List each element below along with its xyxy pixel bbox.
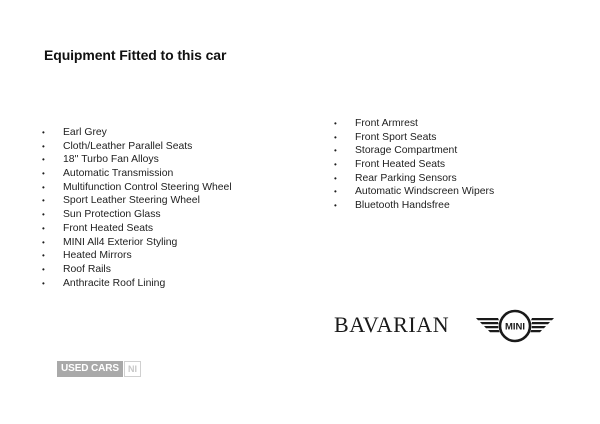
- equipment-item-label: MINI All4 Exterior Styling: [63, 236, 178, 248]
- bullet-icon: •: [334, 132, 337, 142]
- equipment-item: [334, 199, 494, 213]
- equipment-item-label: Bluetooth Handsfree: [355, 200, 450, 212]
- bullet-icon: •: [334, 119, 337, 128]
- equipment-item: [334, 117, 494, 131]
- bullet-icon: •: [334, 187, 337, 197]
- equipment-item-label: Front Heated Seats: [355, 159, 446, 171]
- equipment-item-label: Automatic Transmission: [63, 168, 174, 180]
- equipment-item: [42, 208, 232, 222]
- page-title: Equipment Fitted to this car: [44, 47, 227, 63]
- equipment-item: [334, 185, 494, 199]
- bullet-icon: •: [42, 169, 45, 179]
- bullet-icon: •: [42, 210, 45, 220]
- bullet-icon: •: [42, 155, 45, 165]
- equipment-item: [42, 277, 232, 291]
- badge-used-cars-label: USED CARS: [57, 361, 123, 377]
- equipment-item: [42, 236, 232, 250]
- equipment-item-label: Roof Rails: [63, 263, 111, 275]
- bullet-icon: •: [42, 251, 45, 261]
- equipment-item: [42, 140, 232, 154]
- equipment-item-label: Automatic Windscreen Wipers: [355, 186, 495, 198]
- bullet-icon: •: [42, 182, 45, 192]
- equipment-item-label: Sun Protection Glass: [63, 209, 161, 221]
- equipment-item-label: Storage Compartment: [355, 145, 458, 157]
- equipment-item: [42, 126, 232, 140]
- mini-wings-logo-icon: [476, 309, 554, 343]
- badge-region-label: NI: [124, 361, 141, 377]
- equipment-item: [334, 172, 494, 186]
- equipment-list-right: [334, 117, 494, 213]
- equipment-item: [42, 153, 232, 167]
- equipment-item: [42, 167, 232, 181]
- equipment-item: [334, 131, 494, 145]
- bullet-icon: •: [334, 146, 337, 156]
- bullet-icon: •: [42, 128, 45, 137]
- equipment-item: [334, 144, 494, 158]
- equipment-item-label: Front Armrest: [355, 118, 418, 129]
- bullet-icon: •: [42, 278, 45, 288]
- equipment-list-left: [42, 126, 232, 290]
- bullet-icon: •: [42, 264, 45, 274]
- equipment-item-label: Anthracite Roof Lining: [63, 277, 166, 289]
- bullet-icon: •: [42, 237, 45, 247]
- equipment-item-label: Multifunction Control Steering Wheel: [63, 181, 232, 193]
- bullet-icon: •: [334, 201, 337, 211]
- bullet-icon: •: [42, 196, 45, 206]
- equipment-item: [42, 263, 232, 277]
- used-cars-ni-badge: [57, 361, 141, 377]
- equipment-item: [334, 158, 494, 172]
- bullet-icon: •: [334, 160, 337, 170]
- mini-logo-text: MINI: [504, 321, 526, 333]
- bullet-icon: •: [42, 141, 45, 151]
- bullet-icon: •: [334, 173, 337, 183]
- equipment-item: [42, 249, 232, 263]
- dealer-logo-text: BAVARIAN: [334, 312, 450, 337]
- equipment-item: [42, 194, 232, 208]
- equipment-item-label: Rear Parking Sensors: [355, 172, 457, 184]
- equipment-item-label: 18'' Turbo Fan Alloys: [63, 154, 159, 166]
- equipment-item-label: Cloth/Leather Parallel Seats: [63, 140, 193, 152]
- equipment-item: [42, 181, 232, 195]
- equipment-item-label: Heated Mirrors: [63, 250, 132, 262]
- equipment-item: [42, 222, 232, 236]
- bullet-icon: •: [42, 223, 45, 233]
- equipment-item-label: Front Sport Seats: [355, 131, 437, 143]
- equipment-item-label: Front Heated Seats: [63, 222, 154, 234]
- equipment-item-label: Sport Leather Steering Wheel: [63, 195, 200, 207]
- equipment-item-label: Earl Grey: [63, 127, 107, 138]
